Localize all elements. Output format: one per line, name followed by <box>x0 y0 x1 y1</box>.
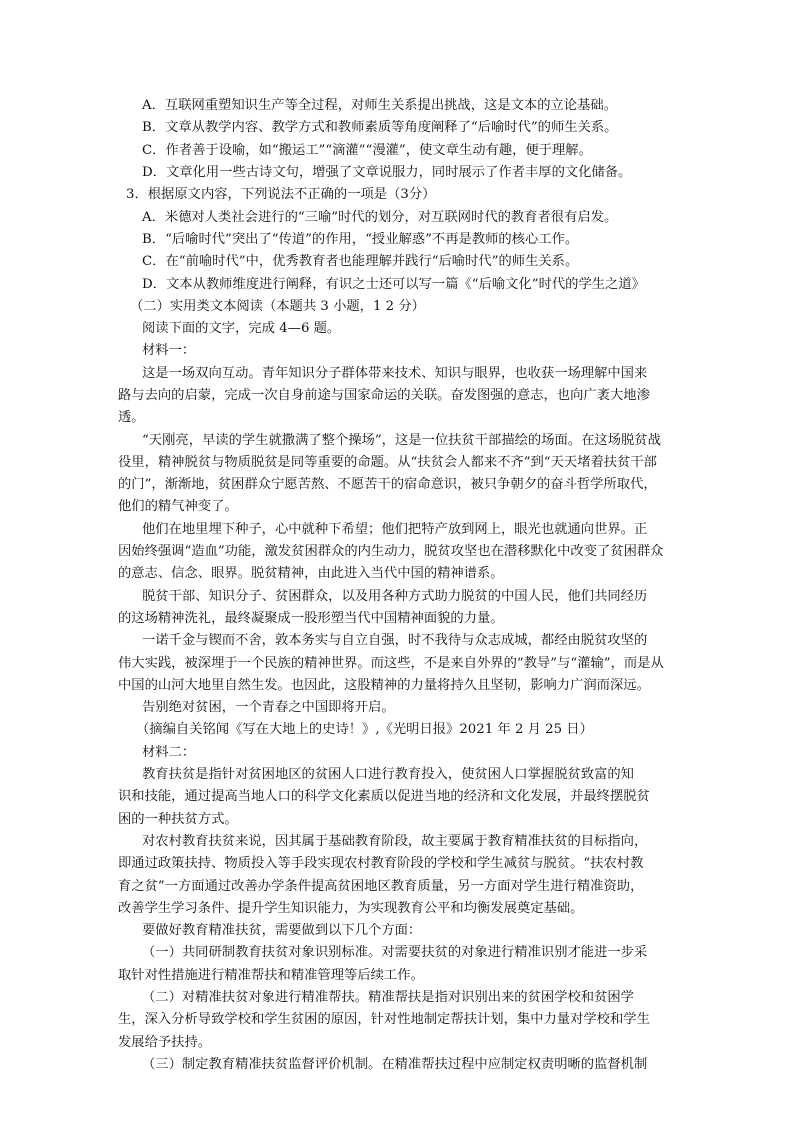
m2-line: 教育扶贫是指针对贫困地区的贫困人口进行教育投入，使贫困人口掌握脱贫致富的知 <box>142 767 634 782</box>
m2-line: （三）制定教育精准扶贫监督评价机制。在精准帮扶过程中应制定权责明晰的监督机制 <box>142 1057 648 1072</box>
q2-option-c: C．作者善于设喻，如“搬运工”“滴灌”“漫灌”，使文章生动有趣，便于理解。 <box>142 143 592 158</box>
m1-line: 脱贫干部、知识分子、贫困群众，以及用各种方式助力脱贫的中国人民，他们共同经历 <box>142 589 648 604</box>
m2-line: 困的一种扶贫方式。 <box>118 812 238 827</box>
m1-line: 因始终强调“造血”功能，激发贫困群众的内生动力，脱贫攻坚也在潜移默化中改变了贫困群众 <box>118 544 664 559</box>
q3-option-d: D．文本从教师维度进行阐释，有识之士还可以写一篇《“后喻文化”时代的学生之道》 <box>142 277 645 292</box>
section2-heading: （二）实用类文本阅读（本题共 3 小题，1 2 分） <box>130 299 425 314</box>
m2-line: 改善学生学习条件、提升学生知识能力，为实现教育公平和均衡发展奠定基础。 <box>118 901 584 916</box>
m2-line: 识和技能，通过提高当地人口的科学文化素质以促进当地的经济和文化发展，并最终摆脱贫 <box>118 789 650 804</box>
m2-line: 育之贫”一方面通过改善办学条件提高贫困地区教育质量，另一方面对学生进行精准资助， <box>118 879 644 894</box>
m1-line: 告别绝对贫困，一个青春之中国即将开启。 <box>142 700 395 715</box>
section2-instruction: 阅读下面的文字，完成 4—6 题。 <box>142 321 341 336</box>
m2-line: （一）共同研制教育扶贫对象识别标准。对需要扶贫的对象进行精准识别才能进一步采 <box>142 945 648 960</box>
material1-source: （摘编自关铭闻《写在大地上的史诗！》,《光明日报》2021 年 2 月 25 日） <box>136 722 593 737</box>
m2-line: 对农村教育扶贫来说，因其属于基础教育阶段，故主要属于教育精准扶贫的目标指向， <box>142 834 648 849</box>
q2-option-a: A．互联网重塑知识生产等全过程，对师生关系提出挑战，这是文本的立论基础。 <box>142 98 617 113</box>
m1-line: 役里，精神脱贫与物质脱贫是同等重要的命题。从“扶贫会人都来不齐”到“天天堵着扶贫干部 <box>118 455 657 470</box>
m2-line: 发展给予扶持。 <box>118 1035 212 1050</box>
m1-line: 他们在地里埋下种子，心中就种下希望；他们把特产放到网上，眼光也就通向世界。正 <box>142 522 648 537</box>
m1-line: 的门”，渐渐地，贫困群众宁愿苦熬、不愿苦干的宿命意识，被只争朝夕的奋斗哲学所取代， <box>118 477 657 492</box>
m1-line: 路与去向的启蒙，完成一次自身前途与国家命运的关联。奋发图强的意志，也向广袤大地渗 <box>118 388 650 403</box>
q3-option-b: B．“后喻时代”突出了“传道”的作用，“授业解惑”不再是教师的核心工作。 <box>142 232 579 247</box>
m1-line: “天刚亮，早读的学生就撒满了整个操场”，这是一位扶贫干部描绘的场面。在这场脱贫战 <box>142 433 661 448</box>
q3-option-c: C．在“前喻时代”中，优秀教育者也能理解并践行“后喻时代”的师生关系。 <box>142 254 579 269</box>
m2-line: 即通过政策扶持、物质投入等手段实现农村教育阶段的学校和学生减贫与脱贫。“扶农村教 <box>118 856 644 871</box>
m1-line: 一诺千金与锲而不舍，敦本务实与自立自强，时不我待与众志成城，都经由脱贫攻坚的 <box>142 633 648 648</box>
q2-option-d: D．文章化用一些古诗文句，增强了文章说服力，同时展示了作者丰厚的文化储备。 <box>142 165 632 180</box>
m1-line: 伟大实践，被深埋于一个民族的精神世界。而这些，不是来自外界的“教导”与“灌输”，而是从 <box>118 656 664 671</box>
q2-option-b: B．文章从教学内容、教学方式和教师素质等角度阐释了“后喻时代”的师生关系。 <box>142 120 618 135</box>
m1-line: 中国的山河大地里自然生发。也因此，这股精神的力量将持久且坚韧，影响力广润而深远。 <box>118 678 650 693</box>
m2-line: 生，深入分析导致学校和学生贫困的原因，针对性地制定帮扶计划，集中力量对学校和学生 <box>118 1012 650 1027</box>
m1-line: 透。 <box>118 410 145 425</box>
m2-line: 要做好教育精准扶贫，需要做到以下几个方面： <box>142 923 422 938</box>
material1-label: 材料一： <box>142 343 196 358</box>
m2-line: 取针对性措施进行精准帮扶和精准管理等后续工作。 <box>118 968 424 983</box>
m1-line: 这是一场双向互动。青年知识分子群体带来技术、知识与眼界，也收获一场理解中国来 <box>142 366 648 381</box>
material2-label: 材料二： <box>142 745 196 760</box>
m1-line: 的意志、信念、眼界。脱贫精神，由此进入当代中国的精神谱系。 <box>118 566 504 581</box>
m1-line: 他们的精气神变了。 <box>118 499 238 514</box>
q3-option-a: A．米德对人类社会进行的“三喻”时代的划分，对互联网时代的教育者很有启发。 <box>142 210 618 225</box>
q3-stem: 3．根据原文内容，下列说法不正确的一项是（3分） <box>126 187 436 202</box>
m1-line: 的这场精神洗礼，最终凝聚成一股形塑当代中国精神面貌的力量。 <box>118 611 504 626</box>
m2-line: （二）对精准扶贫对象进行精准帮扶。精准帮扶是指对识别出来的贫困学校和贫困学 <box>142 990 634 1005</box>
